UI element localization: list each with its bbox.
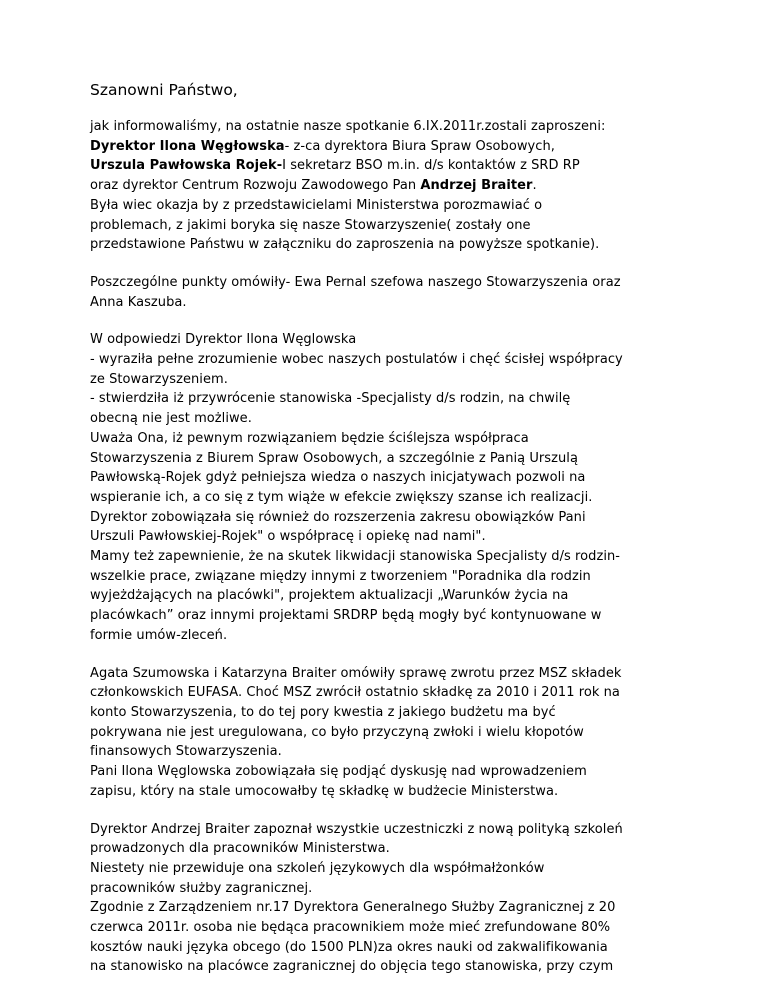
text-line: [90, 235, 690, 255]
text-line: [90, 117, 690, 137]
text-line: Urszuli Pawłowskiej-Rojek" o współpracę i opiekę nad nami".: [90, 529, 486, 545]
bold-name: Andrzej Braiter: [420, 178, 533, 194]
paragraph-training-policy: [90, 820, 690, 978]
text-line: formie umów-zleceń.: [90, 627, 228, 643]
paragraph-director-response: [90, 330, 690, 645]
text-line: Poszczególne punkty omówiły- Ewa Pernal szefowa naszego Stowarzyszenia oraz: [90, 274, 621, 290]
text-line: Niestety nie przewiduje ona szkoleń językowych dla współmałżonków: [90, 860, 545, 876]
text-line: prowadzonych dla pracowników Ministerstwa.: [90, 841, 390, 857]
text-line: [90, 156, 690, 176]
text-run: Była wiec okazja by z przedstawicielami Ministerstwa porozmawiać o: [90, 197, 543, 213]
text-line: wyjeżdżających na placówki", projektem aktualizacji „Warunków życia na: [90, 588, 569, 604]
text-line: Zgodnie z Zarządzeniem nr.17 Dyrektora Generalnego Służby Zagranicznej z 20: [90, 900, 616, 916]
text-line: Dyrektor Andrzej Braiter zapoznał wszystkie uczestniczki z nową polityką szkoleń: [90, 821, 623, 837]
text-line: Pawłowską-Rojek gdyż pełniejsza wiedza o naszych inicjatywach pozwoli na: [90, 470, 586, 486]
bold-name: Urszula Pawłowska Rojek-: [90, 158, 283, 174]
text-run: .: [532, 178, 537, 194]
text-run: jak informowaliśmy, na ostatnie nasze spotkanie 6.IX.2011r.zostali zaproszeni:: [90, 119, 606, 134]
text-run: przedstawione Państwu w załączniku do zaproszenia na powyższe spotkanie).: [90, 237, 600, 253]
text-run: I sekretarz BSO m.in. d/s kontaktów z SRD RP: [282, 158, 580, 174]
text-line: W odpowiedzi Dyrektor Ilona Węglowska: [90, 332, 357, 348]
text-run: oraz dyrektor Centrum Rozwoju Zawodowego Pan: [90, 178, 421, 194]
paragraph-invitation: [90, 117, 690, 255]
text-line: członkowskich EUFASA. Choć MSZ zwrócił ostatnio składkę za 2010 i 2011 rok na: [90, 685, 620, 701]
text-line: [90, 216, 690, 236]
text-line: kosztów nauki języka obcego (do 1500 PLN)za okres nauki od zakwalifikowania: [90, 939, 608, 955]
text-line: [90, 137, 690, 157]
text-line: Anna Kaszuba.: [90, 294, 187, 310]
text-line: pokrywana nie jest uregulowana, co było przyczyną zwłoki i wielu kłopotów: [90, 724, 584, 740]
text-line: pracowników służby zagranicznej.: [90, 880, 313, 896]
text-line: na stanowisko na placówce zagranicznej do objęcia tego stanowiska, przy czym: [90, 959, 614, 975]
text-line: placówkach” oraz innymi projektami SRDRP będą mogły być kontynuowane w: [90, 608, 602, 624]
text-line: [90, 176, 690, 196]
text-line: Agata Szumowska i Katarzyna Braiter omówiły sprawę zwrotu przez MSZ składek: [90, 665, 622, 681]
text-line: konto Stowarzyszenia, to do tej pory kwestia z jakiego budżetu ma być: [90, 704, 556, 720]
text-line: Uważa Ona, iż pewnym rozwiązaniem będzie ściślejsza współpraca: [90, 430, 529, 446]
bold-name: Dyrektor Ilona Węgłowska: [90, 138, 285, 154]
text-line: [90, 196, 690, 216]
text-line: wspieranie ich, a co się z tym wiąże w efekcie zwiększy szanse ich realizacji.: [90, 489, 593, 505]
text-run: problemach, z jakimi boryka się nasze Stowarzyszenie( zostały one: [90, 217, 531, 233]
text-run: - z-ca dyrektora Biura Spraw Osobowych,: [284, 138, 555, 154]
text-line: ze Stowarzyszeniem.: [90, 371, 228, 387]
text-line: Dyrektor zobowiązała się również do rozszerzenia zakresu obowiązków Pani: [90, 509, 586, 525]
text-line: Stowarzyszenia z Biurem Spraw Osobowych, a szczególnie z Panią Urszulą: [90, 450, 578, 466]
paragraph-eufasa-fees: [90, 664, 690, 802]
text-line: - stwierdziła iż przywrócenie stanowiska -Specjalisty d/s rodzin, na chwilę: [90, 391, 571, 407]
text-line: finansowych Stowarzyszenia.: [90, 744, 282, 760]
document-page: [90, 80, 690, 995]
text-line: Pani Ilona Węglowska zobowiązała się podjąć dyskusję nad wprowadzeniem: [90, 764, 587, 780]
text-line: wszelkie prace, związane między innymi z tworzeniem "Poradnika dla rodzin: [90, 568, 591, 584]
text-line: Mamy też zapewnienie, że na skutek likwidacji stanowiska Specjalisty d/s rodzin-: [90, 549, 621, 565]
paragraph-presenters: [90, 273, 690, 312]
text-line: obecną nie jest możliwe.: [90, 411, 252, 427]
text-line: - wyraziła pełne zrozumienie wobec naszych postulatów i chęć ścisłej współpracy: [90, 352, 623, 368]
text-line: zapisu, który na stale umocowałby tę składkę w budżecie Ministerstwa.: [90, 783, 559, 799]
greeting: Szanowni Państwo,: [90, 81, 238, 99]
text-line: czerwca 2011r. osoba nie będąca pracownikiem może mieć zrefundowane 80%: [90, 920, 611, 936]
